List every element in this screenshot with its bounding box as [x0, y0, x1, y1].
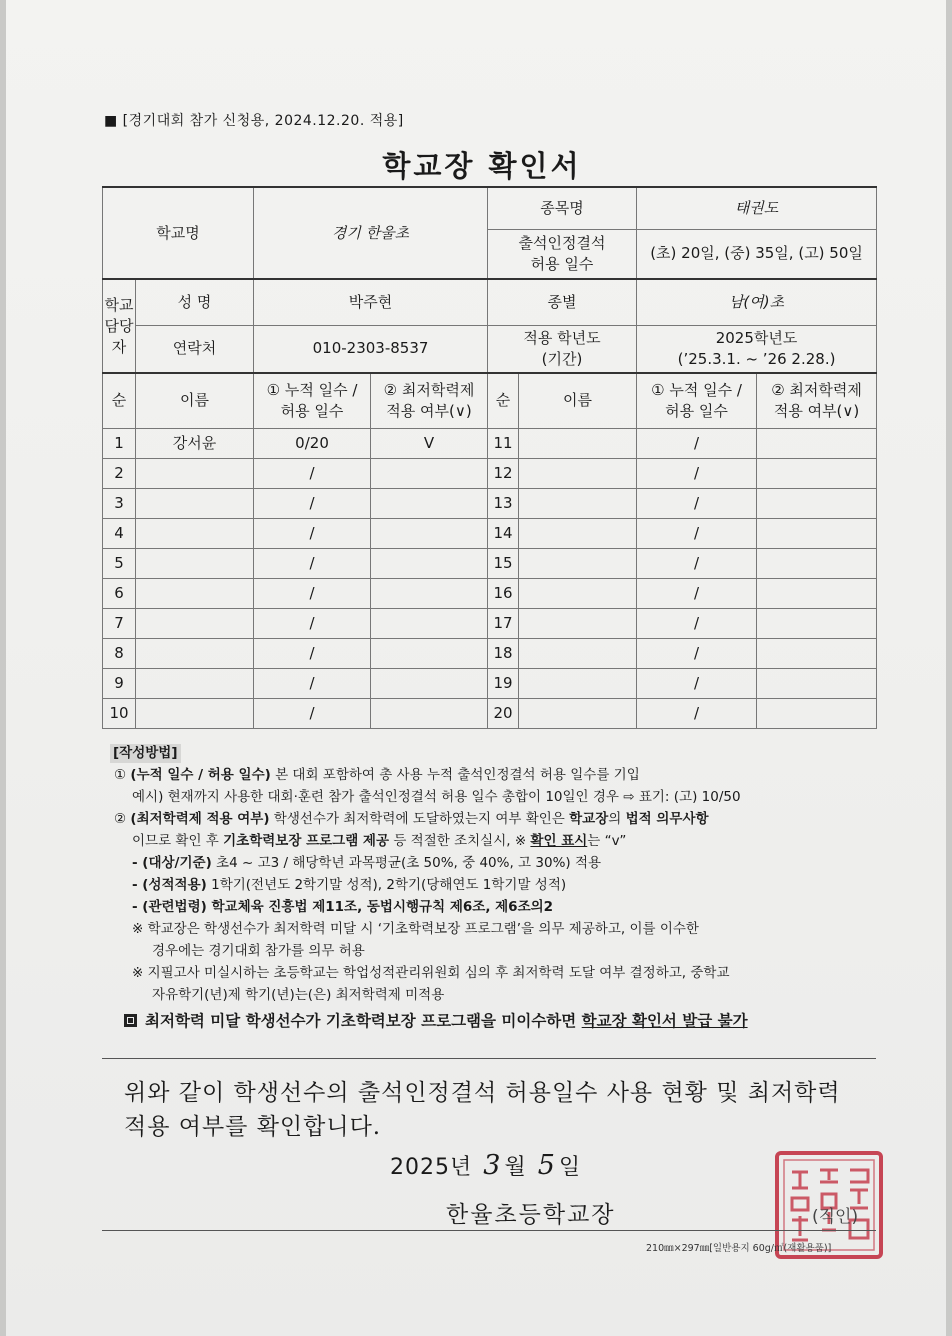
- event-label: 종목명: [488, 187, 637, 229]
- roster-header-days-line1: ① 누적 일수 /: [266, 380, 358, 399]
- item1-text: 본 대회 포함하여 총 사용 누적 출석인정결석 허용 일수를 기입: [270, 767, 640, 783]
- roster-check-cell: [371, 458, 488, 488]
- roster-days-cell: /: [637, 698, 757, 728]
- item2-cont-bold: 기초학력보장 프로그램 제공: [223, 833, 390, 849]
- roster-days-cell: /: [637, 518, 757, 548]
- roster-header-academic: [371, 373, 488, 428]
- roster-name-cell: [519, 428, 637, 458]
- instruction-item-2: [102, 808, 882, 830]
- sub1-bold: - (대상/기준): [132, 855, 212, 871]
- sub-item-grades: [102, 874, 882, 896]
- note-1-line-a: ※ 학교장은 학생선수가 최저학력 미달 시 ‘기초학력보장 프로그램’을 의무 제공하고, 이를 이수한: [132, 921, 699, 937]
- sub2-bold: - (성적적용): [132, 877, 207, 893]
- confirmation-line-2: 적용 여부를 확인합니다.: [124, 1114, 382, 1140]
- seal-text: (직인): [812, 1207, 859, 1227]
- table-row: [103, 698, 877, 728]
- roster-name-cell: [136, 698, 254, 728]
- instruction-item-1: [102, 764, 882, 786]
- roster-check-cell: [757, 638, 877, 668]
- note-2-line-a: ※ 지필고사 미실시하는 초등학교는 학업성적관리위원회 심의 후 최저학력 도달 여부 결정하고, 중학교: [132, 965, 730, 981]
- roster-check-cell: [371, 668, 488, 698]
- roster-no-cell: 5: [103, 548, 136, 578]
- roster-name-cell: [136, 578, 254, 608]
- roster-no-cell: 1: [103, 428, 136, 458]
- roster-header-row: [103, 373, 877, 428]
- roster-check-cell: [371, 698, 488, 728]
- year-value-line2: (’25.3.1. ~ ’26 2.28.): [677, 349, 836, 368]
- roster-days-cell: /: [254, 608, 371, 638]
- roster-no-cell: 3: [103, 488, 136, 518]
- roster-header-days-line2: 허용 일수: [280, 401, 344, 420]
- roster-days-cell: /: [254, 668, 371, 698]
- roster-name-cell: [136, 638, 254, 668]
- issue-date: [390, 1150, 581, 1181]
- date-year: 2025년: [390, 1155, 473, 1180]
- manager-label: [103, 279, 136, 373]
- roster-check-cell: [757, 668, 877, 698]
- date-month-unit: 월: [504, 1155, 527, 1180]
- roster-no-cell: 7: [103, 608, 136, 638]
- roster-check-cell: [757, 458, 877, 488]
- roster-header-days-2-line2: 허용 일수: [665, 401, 728, 420]
- roster-days-cell: /: [637, 668, 757, 698]
- item2-text-a: 학생선수가 최저학력에 도달하였는지 여부 확인은: [269, 811, 570, 827]
- sub-item-target: [102, 852, 882, 874]
- allowance-value: (초) 20일, (중) 35일, (고) 50일: [637, 229, 877, 279]
- roster-name-cell: [519, 668, 637, 698]
- roster-header-academic-2: [757, 373, 877, 428]
- instructions-title: [작성방법]: [110, 744, 181, 763]
- contact-label: 연락처: [136, 325, 254, 373]
- roster-name-cell: 강서윤: [136, 428, 254, 458]
- roster-name-cell: [519, 608, 637, 638]
- roster-days-cell: /: [254, 698, 371, 728]
- roster-header-academic-2-line2: 적용 여부(∨): [773, 401, 860, 420]
- roster-days-cell: /: [254, 638, 371, 668]
- allowance-label-line2: 허용 일수: [530, 254, 594, 273]
- note-2-line-b: 자유학기(년)제 학기(년)는(은) 최저학력제 미적용: [152, 987, 445, 1003]
- roster-days-cell: /: [637, 428, 757, 458]
- roster-no-cell: 2: [103, 458, 136, 488]
- roster-name-cell: [519, 638, 637, 668]
- item1-num: ①: [114, 767, 127, 783]
- year-value-line1: 2025학년도: [715, 328, 798, 347]
- roster-no-cell: 16: [488, 578, 519, 608]
- contact-value: 010-2303-8537: [254, 325, 488, 373]
- roster-days-cell: /: [254, 458, 371, 488]
- date-day-unit: 일: [558, 1155, 582, 1180]
- roster-days-cell: 0/20: [254, 428, 371, 458]
- manager-label-line2: 담당자: [104, 316, 134, 356]
- header-note: ■ [경기대회 참가 신청용, 2024.12.20. 적용]: [104, 113, 404, 129]
- sub-item-law: [102, 896, 882, 918]
- roster-header-academic-2-line1: ② 최저학력제: [771, 380, 862, 399]
- item2-cont-mark: 확인 표시: [530, 833, 588, 849]
- school-value: 경기 한울초: [254, 187, 488, 279]
- table-row: [103, 668, 877, 698]
- confirmation-table: [102, 186, 877, 729]
- roster-no-cell: 19: [488, 668, 519, 698]
- roster-name-cell: [519, 458, 637, 488]
- school-label: 학교명: [103, 187, 254, 279]
- sub3-text: 학교체육 진흥법 제11조, 동법시행규칙 제6조, 제6조의2: [206, 899, 554, 915]
- table-row: [103, 458, 877, 488]
- roster-check-cell: [371, 488, 488, 518]
- page-title: 학교장 확인서: [382, 149, 582, 183]
- roster-check-cell: [757, 578, 877, 608]
- roster-check-cell: [757, 488, 877, 518]
- item1-bold: (누적 일수 / 허용 일수): [130, 767, 271, 783]
- roster-no-cell: 8: [103, 638, 136, 668]
- item2-cont-a: 이므로 확인 후: [132, 833, 224, 849]
- roster-header-academic-line1: ② 최저학력제: [383, 380, 475, 399]
- roster-check-cell: [371, 578, 488, 608]
- table-row: [103, 428, 877, 458]
- confirmation-line-1: 위와 같이 학생선수의 출석인정결석 허용일수 사용 현황 및 최저학력: [124, 1080, 841, 1106]
- table-row: [103, 608, 877, 638]
- roster-days-cell: /: [637, 578, 757, 608]
- roster-name-cell: [519, 578, 637, 608]
- roster-no-cell: 18: [488, 638, 519, 668]
- instructions: [102, 742, 882, 1032]
- gender-value: 남(여)초: [637, 279, 877, 325]
- roster-name-cell: [519, 488, 637, 518]
- manager-label-line1: 학교: [104, 295, 134, 314]
- roster-name-cell: [136, 668, 254, 698]
- roster-body: [103, 428, 877, 728]
- item2-continuation: [102, 830, 882, 852]
- table-row: [103, 548, 877, 578]
- date-month: 3: [483, 1150, 502, 1181]
- sub3-bold: - (관련법령): [132, 899, 207, 915]
- name-value: 박주현: [254, 279, 488, 325]
- roster-no-cell: 12: [488, 458, 519, 488]
- divider-top: [102, 1058, 876, 1059]
- item2-bold-d: 법적 의무사항: [625, 811, 709, 827]
- item2-num: ②: [114, 811, 127, 827]
- roster-name-cell: [519, 548, 637, 578]
- roster-check-cell: V: [371, 428, 488, 458]
- gender-label: 종별: [488, 279, 637, 325]
- roster-check-cell: [371, 548, 488, 578]
- roster-check-cell: [371, 608, 488, 638]
- year-label: [488, 325, 637, 373]
- roster-days-cell: /: [637, 638, 757, 668]
- name-label: 성 명: [136, 279, 254, 325]
- item2-cont-c: 는 “v”: [587, 833, 627, 849]
- confirmation-statement: [124, 1076, 884, 1144]
- roster-days-cell: /: [637, 548, 757, 578]
- roster-header-days: [254, 373, 371, 428]
- roster-header-days-2: [637, 373, 757, 428]
- roster-check-cell: [757, 698, 877, 728]
- table-row: [103, 518, 877, 548]
- roster-days-cell: /: [637, 608, 757, 638]
- roster-name-cell: [136, 518, 254, 548]
- roster-header-no: 순: [103, 373, 136, 428]
- final-text-b: 학교장 확인서 발급 불가: [581, 1012, 748, 1030]
- roster-header-no-2: 순: [488, 373, 519, 428]
- roster-name-cell: [519, 518, 637, 548]
- roster-no-cell: 20: [488, 698, 519, 728]
- table-row: [103, 638, 877, 668]
- item2-bold-b: 학교장: [569, 811, 609, 827]
- instructions-title-line: [102, 742, 882, 764]
- roster-no-cell: 11: [488, 428, 519, 458]
- roster-check-cell: [757, 548, 877, 578]
- allowance-label: [488, 229, 637, 279]
- item2-bold: (최저학력제 적용 여부): [130, 811, 270, 827]
- roster-no-cell: 6: [103, 578, 136, 608]
- sub2-text: 1학기(전년도 2학기말 성적), 2학기(당해연도 1학기말 성적): [206, 877, 567, 893]
- final-notice: [102, 1010, 882, 1032]
- roster-check-cell: [371, 638, 488, 668]
- roster-check-cell: [371, 518, 488, 548]
- roster-header-academic-line2: 적용 여부(∨): [386, 401, 472, 420]
- roster-no-cell: 13: [488, 488, 519, 518]
- roster-name-cell: [519, 698, 637, 728]
- roster-days-cell: /: [254, 548, 371, 578]
- document-page: [6, 0, 946, 1336]
- roster-days-cell: /: [254, 518, 371, 548]
- roster-no-cell: 9: [103, 668, 136, 698]
- table-row: [103, 488, 877, 518]
- roster-days-cell: /: [254, 578, 371, 608]
- divider-bottom: [102, 1230, 876, 1231]
- sub1-text: 초4 ~ 고3 / 해당학년 과목평균(초 50%, 중 40%, 고 30%) 적용: [211, 855, 602, 871]
- roster-check-cell: [757, 518, 877, 548]
- roster-name-cell: [136, 488, 254, 518]
- year-label-line2: (기간): [541, 349, 583, 368]
- roster-no-cell: 4: [103, 518, 136, 548]
- roster-header-name-2: 이름: [519, 373, 637, 428]
- paper-spec: 210㎜×297㎜[일반용지 60g/㎡(재활용품)]: [646, 1243, 832, 1254]
- final-text-a: 최저학력 미달 학생선수가 기초학력보장 프로그램을 미이수하면: [145, 1012, 582, 1030]
- roster-check-cell: [757, 428, 877, 458]
- allowance-label-line1: 출석인정결석: [518, 233, 606, 252]
- event-value: 태권도: [637, 187, 877, 229]
- roster-name-cell: [136, 608, 254, 638]
- roster-header-days-2-line1: ① 누적 일수 /: [651, 380, 742, 399]
- roster-no-cell: 17: [488, 608, 519, 638]
- roster-no-cell: 10: [103, 698, 136, 728]
- roster-no-cell: 15: [488, 548, 519, 578]
- item1-example: 예시) 현재까지 사용한 대회·훈련 참가 출석인정결석 허용 일수 총합이 10일인 경우 ⇨ 표기: (고) 10/50: [132, 789, 741, 805]
- date-day: 5: [537, 1150, 556, 1181]
- year-label-line1: 적용 학년도: [523, 328, 601, 347]
- roster-days-cell: /: [637, 458, 757, 488]
- roster-name-cell: [136, 548, 254, 578]
- item2-text-c: 의: [608, 811, 626, 827]
- item2-cont-b: 등 적절한 조치실시, ※: [389, 833, 531, 849]
- year-value: [637, 325, 877, 373]
- principal-name: 한율초등학교장: [446, 1202, 616, 1228]
- roster-name-cell: [136, 458, 254, 488]
- roster-header-name: 이름: [136, 373, 254, 428]
- roster-no-cell: 14: [488, 518, 519, 548]
- roster-check-cell: [757, 608, 877, 638]
- note-1-line-b: 경우에는 경기대회 참가를 의무 허용: [152, 943, 365, 959]
- table-row: [103, 578, 877, 608]
- roster-days-cell: /: [254, 488, 371, 518]
- roster-days-cell: /: [637, 488, 757, 518]
- checkbox-icon: [124, 1014, 137, 1027]
